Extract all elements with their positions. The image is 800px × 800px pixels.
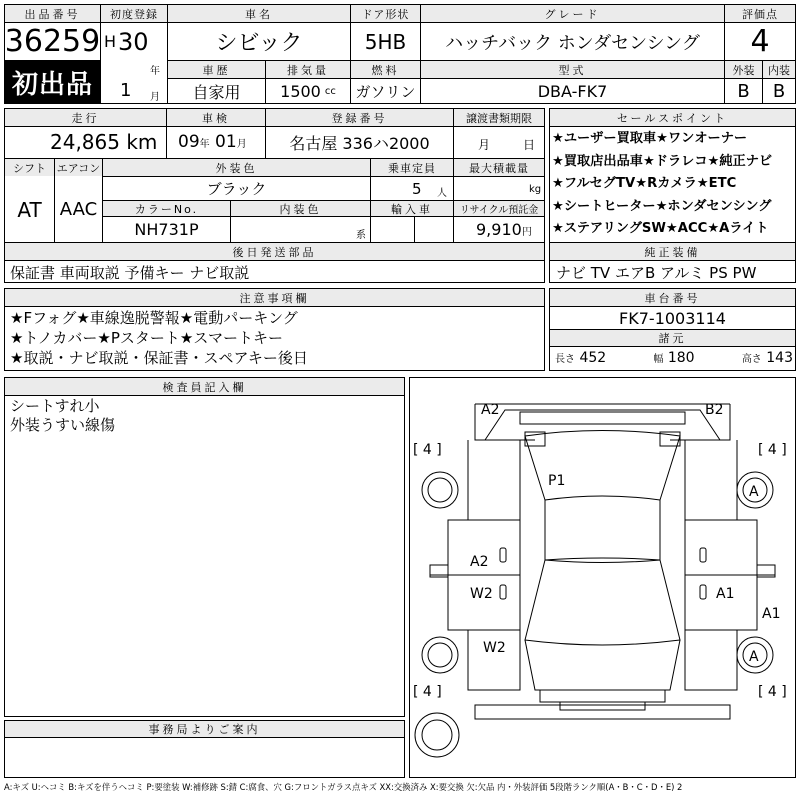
month-unit: 月 <box>150 92 160 103</box>
dimensions: 長さ 452 幅 180 高さ 143 <box>555 350 793 366</box>
exterior-label: 外装 <box>725 61 762 78</box>
chassis-number: FK7-1003114 <box>619 308 726 328</box>
notes-label: 注意事項欄 <box>5 289 544 306</box>
interior-label: 内装 <box>763 61 795 78</box>
equipment-label: 純正装備 <box>550 243 795 260</box>
damage-mark-front-right-wheel: A <box>749 484 759 500</box>
inspector-note-line: シートすれ小 <box>10 397 100 415</box>
damage-mark-front-left-door: A2 <box>470 554 489 570</box>
sales-point-item: ★ユーザー買取車★ワンオーナー <box>552 131 748 146</box>
color-number-label: カラーNo. <box>103 201 230 216</box>
color-label: 外装色 <box>103 159 370 176</box>
note-line: ★取説・ナビ取説・保証書・スペアキー後日 <box>10 349 308 367</box>
interior-grade: B <box>772 80 786 102</box>
era: H <box>104 32 117 51</box>
inspector-notes <box>10 397 115 435</box>
shift: AT <box>17 197 42 222</box>
recycle-label: リサイクル預託金 <box>454 201 544 216</box>
car-name-label: 車名 <box>168 5 350 22</box>
chassis-label: 車台番号 <box>550 289 795 306</box>
sales-points-label: セールスポイント <box>550 109 795 126</box>
displacement-label: 排気量 <box>266 61 350 78</box>
transfer-month: 月 <box>478 138 491 152</box>
first-reg-year: 30 <box>118 28 149 56</box>
sales-point-item: ★フルセグTV★Rカメラ★ETC <box>552 176 737 192</box>
legend: A:キズ U:ヘコミ B:キズを伴うヘコミ P:要塗装 W:補修跡 S:錆 C:腐食、穴 G:フロントガラス点キズ XX:交換済み X:要交換 欠:欠品 内・外装評価 5段階ランク順(A・B・C・D・E) 2 <box>4 782 683 792</box>
model-label: 型式 <box>421 61 724 78</box>
aircon-label: エアコン <box>55 159 102 176</box>
transfer-day: 日 <box>523 138 536 152</box>
recycle-amount: 9,910円 <box>476 220 532 239</box>
later-parts: 保証書 車両取説 予備キー ナビ取説 <box>10 264 250 282</box>
damage-mark-rear-right-wheel: A <box>749 649 759 665</box>
history-label: 車歴 <box>168 61 265 78</box>
aircon: AAC <box>59 199 98 220</box>
first-registration-label: 初度登録 <box>101 5 167 22</box>
dimensions-label: 諸元 <box>550 330 795 346</box>
color: ブラック <box>206 180 267 198</box>
lot-number-label: 出品番号 <box>5 5 100 22</box>
capacity: 5 <box>412 180 422 198</box>
damage-mark-rear-right-door: A1 <box>716 586 735 602</box>
displacement: 1500 cc <box>280 81 336 101</box>
first-reg-month: 1 <box>120 80 132 101</box>
import-label: 輸入車 <box>371 201 453 216</box>
inspection-label: 車検 <box>167 109 265 126</box>
max-load-label: 最大積載量 <box>454 159 544 176</box>
door-type: 5HB <box>364 29 407 54</box>
grade: ハッチバック ホンダセンシング <box>445 32 700 54</box>
first-listing-badge: 初出品 <box>5 61 100 103</box>
note-line: ★トノカバー★Pスタート★スマートキー <box>10 329 284 347</box>
fuel-label: 燃料 <box>351 61 420 78</box>
damage-mark-right-sill: A1 <box>762 606 781 622</box>
sales-point-item: ★シートヒーター★ホンダセンシング <box>552 198 772 214</box>
load-unit: kg <box>529 184 542 195</box>
model: DBA-FK7 <box>537 81 608 101</box>
fuel: ガソリン <box>355 82 416 101</box>
capacity-unit: 人 <box>437 188 447 199</box>
grade-label: グレード <box>421 5 724 22</box>
sales-point-item: ★ステアリングSW★ACC★Aライト <box>552 221 769 237</box>
score: 4 <box>750 24 770 59</box>
damage-mark-rear-left-quarter: W2 <box>483 640 506 656</box>
office-label: 事務局よりご案内 <box>5 721 404 737</box>
lot-number: 36259 <box>4 24 101 59</box>
damage-mark-rear-left-door: W2 <box>470 586 493 602</box>
note-line: ★Fフォグ★車線逸脱警報★電動パーキング <box>10 309 298 327</box>
shift-label: シフト <box>5 159 54 176</box>
mileage: 24,865 km <box>50 130 158 154</box>
inspector-note-line: 外装うすい線傷 <box>10 416 116 434</box>
door-label: ドア形状 <box>351 5 420 22</box>
mileage-label: 走行 <box>5 109 166 126</box>
color-number: NH731P <box>134 220 199 239</box>
inspection-date: 09年 01月 <box>178 132 247 152</box>
exterior-grade: B <box>737 80 750 102</box>
tire-label-rear-right: [ 4 ] <box>758 684 787 700</box>
sales-points-list <box>552 128 795 241</box>
interior-color-unit: 系 <box>356 230 366 241</box>
equipment: ナビ TV エアB アルミ PS PW <box>556 264 757 282</box>
car-diagram <box>410 378 795 777</box>
sales-point-item: ★買取店出品車★ドラレコ★純正ナビ <box>552 153 773 169</box>
inspector-label: 検査員記入欄 <box>5 378 404 395</box>
tire-label-rear-left: [ 4 ] <box>413 684 442 700</box>
notes-list <box>10 308 308 368</box>
car-name: シビック <box>215 31 303 56</box>
capacity-label: 乗車定員 <box>371 159 453 176</box>
year-unit: 年 <box>150 66 160 77</box>
score-label: 評価点 <box>725 5 795 22</box>
registration-number: 名古屋 336ハ2000 <box>289 134 430 153</box>
damage-mark-front-bumper-right: B2 <box>705 402 724 418</box>
history: 自家用 <box>192 82 241 102</box>
damage-mark-front-bumper-left: A2 <box>481 402 500 418</box>
damage-mark-roof: P1 <box>548 473 566 489</box>
interior-color-label: 内装色 <box>231 201 370 216</box>
tire-label-front-right: [ 4 ] <box>758 442 787 458</box>
registration-label: 登録番号 <box>266 109 453 126</box>
later-parts-label: 後日発送部品 <box>5 243 544 260</box>
tire-label-front-left: [ 4 ] <box>413 442 442 458</box>
transfer-docs-label: 譲渡書類期限 <box>454 109 544 126</box>
